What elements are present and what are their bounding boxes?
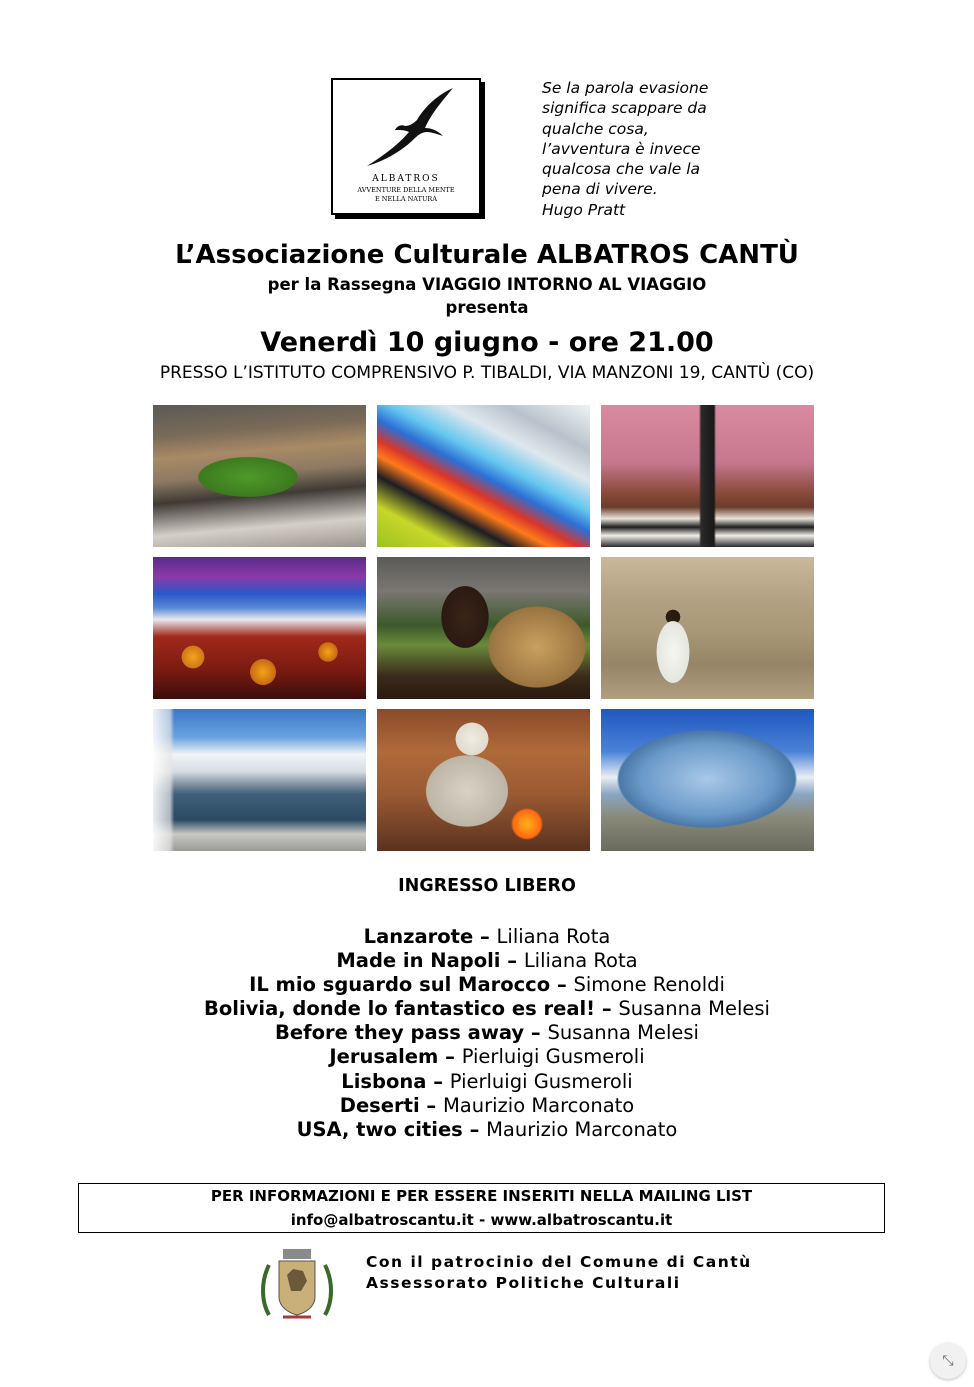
albatros-logo [331,78,481,215]
photo-western-wall [601,557,814,699]
program-author: Susanna Melesi [547,1021,699,1045]
program-author: Susanna Melesi [618,997,770,1021]
program-title: Lisbona [341,1069,427,1093]
program-item [0,925,974,949]
program-title: USA, two cities [296,1117,463,1141]
exit-fullscreen-button[interactable] [930,1343,966,1379]
photo-bolivia-landscape [153,557,366,699]
hugo-pratt-quote: Se la parola evasione significa scappare da qualche cosa, l’avventura è invece qualcosa che vale la pena di vivere. Hugo Pratt [542,79,709,219]
page-title: L’Associazione Culturale ALBATROS CANTÙ [175,240,799,270]
program-title: Made in Napoli [336,949,501,973]
program-item [0,973,974,997]
program-item [0,1094,974,1118]
program-separator: – [550,973,574,997]
collapse-icon: ⤡ [942,1353,954,1369]
program-title: IL mio sguardo sul Marocco [249,973,551,997]
program-separator: – [426,1069,450,1093]
albatross-bird-icon [361,84,455,174]
info-heading: PER INFORMAZIONI E PER ESSERE INSERITI NELLA MAILING LIST [210,1187,753,1205]
program-author: Simone Renoldi [573,973,725,997]
event-datetime: Venerdì 10 giugno - ore 21.00 [260,327,714,358]
program-title: Lanzarote [363,925,474,948]
program-item [0,949,974,973]
info-box [78,1183,885,1233]
program-separator: – [462,1117,487,1141]
photo-napoli-abstract [377,405,590,547]
program-author: Maurizio Marconato [442,1093,635,1117]
program-title: Deserti [339,1093,420,1117]
presenta-label: presenta [445,298,529,317]
program-title: Jerusalem [329,1045,439,1069]
comune-crest-icon [259,1245,335,1325]
photo-chicago-bean [601,709,814,851]
patronage-text [366,1252,752,1294]
logo-name: ALBATROS [372,174,440,184]
photo-moroccan-cafe [601,405,814,547]
program-list [0,925,974,1142]
event-location: PRESSO L’ISTITUTO COMPRENSIVO P. TIBALDI, VIA MANZONI 19, CANTÙ (CO) [159,363,815,383]
program-item [0,997,974,1021]
patronage-line1: Con il patrocinio del Comune di Cantù [366,1253,752,1271]
program-item [0,1045,974,1069]
contact-links[interactable]: info@albatroscantu.it - www.albatroscantu.it [290,1211,673,1229]
program-item [0,1021,974,1045]
photo-tribal-portrait [377,557,590,699]
photo-desert-tea [377,709,590,851]
program-item [0,1070,974,1094]
logo-tagline: AVVENTURE DELLA MENTE E NELLA NATURA [357,186,455,203]
program-separator: – [500,949,524,973]
photo-lisbon-bridge [153,709,366,851]
program-title: Bolivia, donde lo fantastico es real! [204,997,596,1021]
program-author: Maurizio Marconato [486,1117,678,1141]
patronage-line2: Assessorato Politiche Culturali [366,1274,681,1292]
program-author: Liliana Rota [496,925,611,948]
photo-lanzarote-lagoon [153,405,366,547]
program-author: Pierluigi Gusmeroli [449,1069,633,1093]
program-author: Liliana Rota [523,949,638,973]
program-title: Before they pass away [275,1021,525,1045]
event-series: per la Rassegna VIAGGIO INTORNO AL VIAGGIO [267,275,707,294]
program-separator: – [595,997,619,1021]
program-separator: – [438,1045,462,1069]
free-entry-label: INGRESSO LIBERO [398,876,576,896]
program-separator: – [524,1021,548,1045]
program-item [0,1118,974,1142]
program-separator: – [419,1093,443,1117]
program-separator: – [473,925,497,948]
program-author: Pierluigi Gusmeroli [461,1045,645,1069]
